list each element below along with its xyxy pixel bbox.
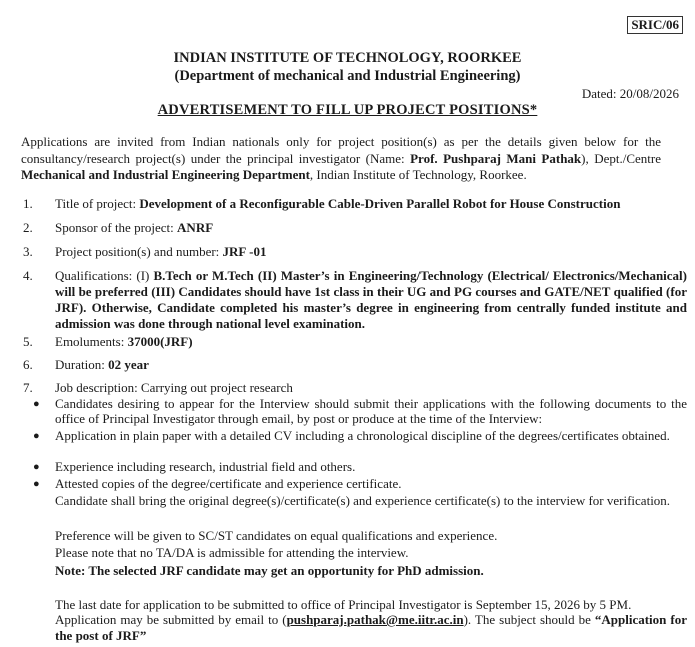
item-number: 1. — [23, 196, 33, 211]
item-value: JRF -01 — [222, 244, 267, 259]
item-number: 2. — [23, 220, 33, 235]
item-label: Qualifications: (I) — [55, 268, 154, 283]
institute-name: INDIAN INSTITUTE OF TECHNOLOGY, ROORKEE — [173, 50, 522, 66]
last-date-text: The last date for application to be submitted to office of Principal Investigator is September 15, 2026 by 5 PM. — [55, 597, 632, 612]
no-ta-da-text: Please note that no TA/DA is admissible for attending the interview. — [55, 545, 409, 560]
item-number: 6. — [23, 357, 33, 372]
advertisement-title: ADVERTISEMENT TO FILL UP PROJECT POSITIONS* — [157, 102, 538, 118]
intro-part2: ), Dept./Centre — [581, 150, 661, 166]
item-value: 37000(JRF) — [127, 334, 193, 349]
item-number: 7. — [23, 380, 33, 395]
item-value: ANRF — [177, 220, 214, 235]
item-value: B.Tech or M.Tech (II) Master’s in Engineering/Technology (Electrical/ Electronics/Mechanical) will be preferred (III) Candidates should have 1st class in their UG and PG courses and GATE/NET qualified (for JRF). Otherwise, Candidate completed his master’s degree in engineering from centrally funded institute and admission was done through national level examination. — [55, 268, 687, 331]
email-part1: Application may be submitted by email to ( — [55, 612, 287, 627]
item-label: Title of project: — [55, 196, 140, 211]
email-link[interactable]: pushparaj.pathak@me.iitr.ac.in — [286, 612, 464, 627]
item-title — [55, 196, 620, 212]
intro-part1: Applications are invited from Indian nationals only for project position(s) as per the details given below for the consultancy/research project(s) under the principal investigator (Name: — [21, 134, 661, 166]
bullet-application: Application in plain paper with a detailed CV including a chronological discipline of the degrees/certificates obtained. — [55, 428, 670, 443]
item-value: Development of a Reconfigurable Cable-Driven Parallel Robot for House Construction — [139, 196, 621, 211]
bullet-icon: ● — [33, 461, 40, 473]
item-label: Duration: — [55, 357, 109, 372]
bullet-documents: Candidates desiring to appear for the Interview should submit their applications with the following documents to the office of Principal Investigator through email, by post or produce at the time of the Interview: — [55, 396, 687, 426]
item-label: Sponsor of the project: — [55, 220, 178, 235]
item-value: 02 year — [108, 357, 149, 372]
item-number: 4. — [23, 268, 33, 283]
bullet-icon: ● — [33, 430, 40, 442]
item-number: 5. — [23, 334, 33, 349]
department-name: (Department of mechanical and Industrial Engineering) — [174, 68, 521, 84]
intro-paragraph — [21, 134, 661, 184]
dated-label: Dated: 20/08/2026 — [581, 86, 679, 101]
dept-name: Mechanical and Industrial Engineering Department — [21, 167, 310, 182]
email-line — [55, 612, 687, 644]
note-text: Note: The selected JRF candidate may get an opportunity for PhD admission. — [55, 563, 484, 578]
intro-part3: , Indian Institute of Technology, Roorkee. — [309, 167, 527, 182]
bullet-attested: Attested copies of the degree/certificate and experience certificate. — [55, 476, 402, 491]
bullet-icon: ● — [33, 478, 40, 490]
item-duration — [55, 357, 149, 373]
bullet-experience: Experience including research, industrial field and others. — [55, 459, 356, 474]
item-sponsor — [55, 220, 213, 236]
document-code: SRIC/06 — [627, 16, 683, 34]
item-job-description: Job description: Carrying out project research — [55, 380, 293, 395]
bullet-icon: ● — [33, 398, 40, 410]
email-part2: ). The subject should be — [463, 612, 595, 627]
item-number: 3. — [23, 244, 33, 259]
bring-original-text: Candidate shall bring the original degree(s)/certificate(s) and experience certificate(s) to the interview for verification. — [55, 493, 671, 508]
item-label: Project position(s) and number: — [55, 244, 223, 259]
item-label: Emoluments: — [55, 334, 128, 349]
pi-name: Prof. Pushparaj Mani Pathak — [410, 150, 582, 166]
item-qualifications — [55, 268, 687, 332]
item-emoluments — [55, 334, 193, 350]
item-positions — [55, 244, 266, 260]
email-subject: “Application for the post of JRF” — [55, 612, 687, 643]
preference-text: Preference will be given to SC/ST candidates on equal qualifications and experience. — [55, 528, 498, 543]
